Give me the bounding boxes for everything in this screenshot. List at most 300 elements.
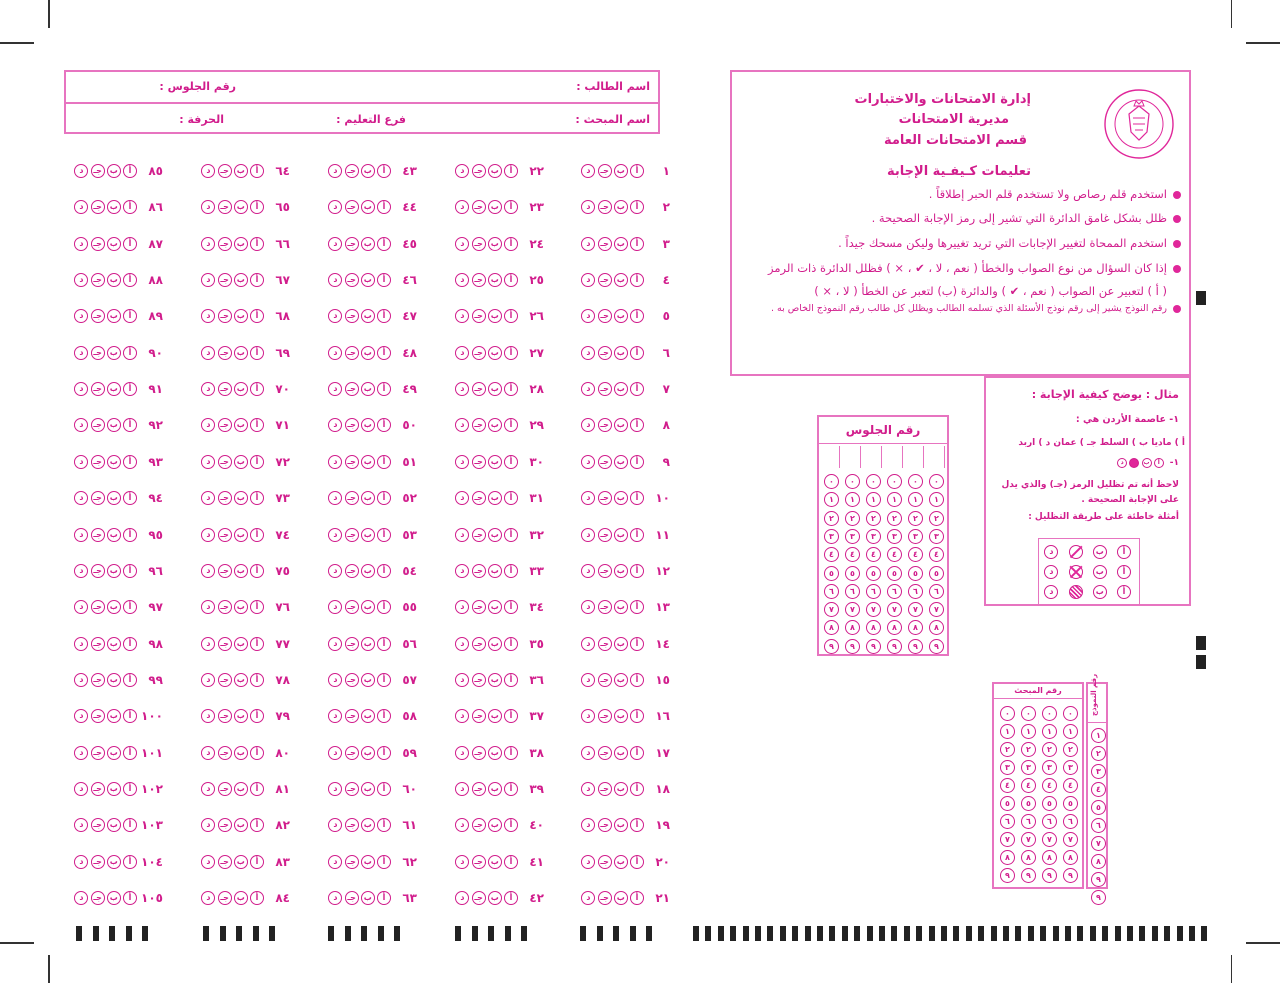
answer-bubble-d[interactable]: د (201, 164, 215, 178)
subject-digit-bubble[interactable]: ٦ (1063, 814, 1078, 829)
answer-bubble-d[interactable]: د (581, 237, 595, 251)
answer-bubble-c[interactable]: جـ (91, 164, 105, 178)
answer-bubble-c[interactable]: جـ (91, 346, 105, 360)
answer-bubble-c[interactable]: جـ (598, 200, 612, 214)
answer-bubble-b[interactable]: ب (614, 382, 628, 396)
model-digit-bubble[interactable]: ١ (1091, 728, 1106, 743)
answer-bubble-d[interactable]: د (455, 418, 469, 432)
model-digit-bubble[interactable]: ٤ (1091, 782, 1106, 797)
answer-bubble-b[interactable]: ب (234, 346, 248, 360)
answer-bubble-a[interactable]: أ (630, 564, 644, 578)
answer-bubble-a[interactable]: أ (504, 782, 518, 796)
seat-digit-bubble[interactable]: ٧ (929, 602, 944, 617)
subject-digit-bubble[interactable]: ٣ (1042, 760, 1057, 775)
seat-digit-bubble[interactable]: ٧ (908, 602, 923, 617)
subject-digit-bubble[interactable]: ٨ (1021, 850, 1036, 865)
answer-bubble-b[interactable]: ب (488, 746, 502, 760)
model-digit-bubble[interactable]: ٥ (1091, 800, 1106, 815)
answer-bubble-a[interactable]: أ (630, 491, 644, 505)
answer-bubble-d[interactable]: د (74, 782, 88, 796)
seat-digit-bubble[interactable]: ١ (824, 492, 839, 507)
answer-bubble-d[interactable]: د (581, 637, 595, 651)
answer-bubble-a[interactable]: أ (377, 200, 391, 214)
subject-digit-bubble[interactable]: ٣ (1063, 760, 1078, 775)
seat-digit-bubble[interactable]: ٣ (824, 529, 839, 544)
answer-bubble-b[interactable]: ب (234, 528, 248, 542)
subject-digit-bubble[interactable]: ٥ (1000, 796, 1015, 811)
answer-bubble-a[interactable]: أ (504, 673, 518, 687)
answer-bubble-d[interactable]: د (74, 637, 88, 651)
answer-bubble-b[interactable]: ب (614, 418, 628, 432)
answer-bubble-c[interactable]: جـ (345, 600, 359, 614)
answer-bubble-d[interactable]: د (455, 237, 469, 251)
answer-bubble-d[interactable]: د (455, 709, 469, 723)
answer-bubble-a[interactable]: أ (504, 237, 518, 251)
answer-bubble-a[interactable]: أ (123, 528, 137, 542)
answer-bubble-b[interactable]: ب (361, 782, 375, 796)
seat-digit-bubble[interactable]: ٣ (887, 529, 902, 544)
answer-bubble-a[interactable]: أ (630, 746, 644, 760)
answer-bubble-b[interactable]: ب (488, 855, 502, 869)
subject-digit-bubble[interactable]: ٤ (1000, 778, 1015, 793)
answer-bubble-a[interactable]: أ (250, 528, 264, 542)
answer-bubble-c[interactable]: جـ (598, 346, 612, 360)
subject-digit-bubble[interactable]: ٩ (1063, 868, 1078, 883)
answer-bubble-c[interactable]: جـ (91, 600, 105, 614)
answer-bubble-c[interactable]: جـ (598, 564, 612, 578)
answer-bubble-a[interactable]: أ (377, 600, 391, 614)
subject-digit-bubble[interactable]: ٣ (1000, 760, 1015, 775)
answer-bubble-a[interactable]: أ (250, 273, 264, 287)
answer-bubble-c[interactable]: جـ (472, 455, 486, 469)
answer-bubble-c[interactable]: جـ (91, 782, 105, 796)
answer-bubble-c[interactable]: جـ (345, 200, 359, 214)
model-digit-bubble[interactable]: ٣ (1091, 764, 1106, 779)
subject-digit-bubble[interactable]: ٩ (1042, 868, 1057, 883)
answer-bubble-d[interactable]: د (581, 673, 595, 687)
seat-digit-bubble[interactable]: ٩ (929, 639, 944, 654)
answer-bubble-b[interactable]: ب (488, 528, 502, 542)
answer-bubble-a[interactable]: أ (123, 491, 137, 505)
answer-bubble-a[interactable]: أ (250, 455, 264, 469)
answer-bubble-d[interactable]: د (581, 855, 595, 869)
answer-bubble-c[interactable]: جـ (472, 309, 486, 323)
answer-bubble-d[interactable]: د (201, 673, 215, 687)
answer-bubble-c[interactable]: جـ (472, 273, 486, 287)
answer-bubble-a[interactable]: أ (123, 418, 137, 432)
answer-bubble-c[interactable]: جـ (345, 309, 359, 323)
answer-bubble-d[interactable]: د (74, 382, 88, 396)
answer-bubble-d[interactable]: د (581, 455, 595, 469)
answer-bubble-b[interactable]: ب (614, 491, 628, 505)
answer-bubble-b[interactable]: ب (488, 200, 502, 214)
craft-label[interactable]: الحرفة : (179, 113, 224, 126)
seat-digit-bubble[interactable]: ٠ (887, 474, 902, 489)
answer-bubble-a[interactable]: أ (504, 855, 518, 869)
subject-digit-bubble[interactable]: ٥ (1042, 796, 1057, 811)
answer-bubble-b[interactable]: ب (107, 746, 121, 760)
answer-bubble-a[interactable]: أ (250, 418, 264, 432)
seat-digit-bubble[interactable]: ٣ (929, 529, 944, 544)
subject-digit-bubble[interactable]: ٤ (1042, 778, 1057, 793)
answer-bubble-d[interactable]: د (581, 891, 595, 905)
seat-digit-bubble[interactable]: ٩ (866, 639, 881, 654)
answer-bubble-b[interactable]: ب (234, 491, 248, 505)
seat-digit-bubble[interactable]: ١ (929, 492, 944, 507)
answer-bubble-c[interactable]: جـ (472, 164, 486, 178)
answer-bubble-d[interactable]: د (581, 528, 595, 542)
answer-bubble-a[interactable]: أ (630, 382, 644, 396)
answer-bubble-d[interactable]: د (201, 491, 215, 505)
answer-bubble-d[interactable]: د (455, 309, 469, 323)
answer-bubble-b[interactable]: ب (107, 891, 121, 905)
answer-bubble-a[interactable]: أ (504, 455, 518, 469)
answer-bubble-b[interactable]: ب (361, 673, 375, 687)
answer-bubble-d[interactable]: د (201, 528, 215, 542)
seat-digit-bubble[interactable]: ٢ (845, 511, 860, 526)
answer-bubble-a[interactable]: أ (377, 782, 391, 796)
answer-bubble-a[interactable]: أ (630, 273, 644, 287)
answer-bubble-a[interactable]: أ (123, 709, 137, 723)
answer-bubble-a[interactable]: أ (630, 164, 644, 178)
answer-bubble-d[interactable]: د (201, 818, 215, 832)
answer-bubble-d[interactable]: د (328, 637, 342, 651)
answer-bubble-a[interactable]: أ (123, 564, 137, 578)
answer-bubble-a[interactable]: أ (377, 855, 391, 869)
answer-bubble-a[interactable]: أ (630, 418, 644, 432)
answer-bubble-d[interactable]: د (581, 746, 595, 760)
answer-bubble-c[interactable]: جـ (345, 746, 359, 760)
answer-bubble-d[interactable]: د (455, 528, 469, 542)
seat-digit-bubble[interactable]: ٤ (929, 547, 944, 562)
answer-bubble-c[interactable]: جـ (598, 528, 612, 542)
answer-bubble-b[interactable]: ب (614, 200, 628, 214)
answer-bubble-b[interactable]: ب (234, 418, 248, 432)
answer-bubble-c[interactable]: جـ (218, 673, 232, 687)
answer-bubble-b[interactable]: ب (107, 600, 121, 614)
answer-bubble-b[interactable]: ب (361, 346, 375, 360)
answer-bubble-c[interactable]: جـ (91, 418, 105, 432)
answer-bubble-b[interactable]: ب (488, 237, 502, 251)
answer-bubble-d[interactable]: د (201, 637, 215, 651)
answer-bubble-b[interactable]: ب (107, 709, 121, 723)
answer-bubble-d[interactable]: د (328, 818, 342, 832)
answer-bubble-b[interactable]: ب (614, 346, 628, 360)
answer-bubble-b[interactable]: ب (614, 600, 628, 614)
answer-bubble-d[interactable]: د (74, 200, 88, 214)
seat-digit-bubble[interactable]: ٨ (824, 620, 839, 635)
answer-bubble-c[interactable]: جـ (218, 564, 232, 578)
answer-bubble-c[interactable]: جـ (472, 855, 486, 869)
answer-bubble-a[interactable]: أ (377, 273, 391, 287)
subject-digit-bubble[interactable]: ٣ (1021, 760, 1036, 775)
seat-digit-bubble[interactable]: ٨ (887, 620, 902, 635)
answer-bubble-d[interactable]: د (455, 164, 469, 178)
seat-digit-bubble[interactable]: ١ (908, 492, 923, 507)
answer-bubble-a[interactable]: أ (504, 746, 518, 760)
answer-bubble-d[interactable]: د (581, 709, 595, 723)
answer-bubble-b[interactable]: ب (107, 491, 121, 505)
answer-bubble-b[interactable]: ب (234, 237, 248, 251)
model-digit-bubble[interactable]: ٧ (1091, 836, 1106, 851)
answer-bubble-b[interactable]: ب (361, 891, 375, 905)
answer-bubble-b[interactable]: ب (614, 273, 628, 287)
answer-bubble-c[interactable]: جـ (91, 382, 105, 396)
answer-bubble-d[interactable]: د (74, 455, 88, 469)
answer-bubble-d[interactable]: د (74, 564, 88, 578)
answer-bubble-d[interactable]: د (201, 600, 215, 614)
answer-bubble-b[interactable]: ب (361, 637, 375, 651)
answer-bubble-c[interactable]: جـ (218, 382, 232, 396)
answer-bubble-a[interactable]: أ (504, 564, 518, 578)
answer-bubble-d[interactable]: د (201, 455, 215, 469)
answer-bubble-c[interactable]: جـ (345, 528, 359, 542)
answer-bubble-c[interactable]: جـ (598, 237, 612, 251)
answer-bubble-b[interactable]: ب (234, 818, 248, 832)
answer-bubble-b[interactable]: ب (107, 237, 121, 251)
subject-digit-bubble[interactable]: ٢ (1063, 742, 1078, 757)
answer-bubble-c[interactable]: جـ (218, 528, 232, 542)
seat-digit-bubble[interactable]: ٦ (887, 584, 902, 599)
answer-bubble-a[interactable]: أ (123, 382, 137, 396)
answer-bubble-c[interactable]: جـ (472, 491, 486, 505)
answer-bubble-a[interactable]: أ (377, 637, 391, 651)
answer-bubble-c[interactable]: جـ (598, 855, 612, 869)
seat-digit-bubble[interactable]: ٣ (866, 529, 881, 544)
seat-digit-bubble[interactable]: ٧ (824, 602, 839, 617)
answer-bubble-b[interactable]: ب (234, 746, 248, 760)
answer-bubble-c[interactable]: جـ (345, 782, 359, 796)
subject-digit-bubble[interactable]: ٧ (1063, 832, 1078, 847)
answer-bubble-d[interactable]: د (74, 346, 88, 360)
answer-bubble-d[interactable]: د (455, 891, 469, 905)
seat-digit-bubble[interactable]: ٦ (845, 584, 860, 599)
answer-bubble-c[interactable]: جـ (598, 891, 612, 905)
answer-bubble-b[interactable]: ب (234, 200, 248, 214)
seat-digit-bubble[interactable]: ٧ (887, 602, 902, 617)
seat-digit-bubble[interactable]: ٥ (908, 566, 923, 581)
answer-bubble-c[interactable]: جـ (345, 709, 359, 723)
answer-bubble-b[interactable]: ب (107, 455, 121, 469)
answer-bubble-b[interactable]: ب (614, 309, 628, 323)
answer-bubble-d[interactable]: د (74, 746, 88, 760)
seat-digit-bubble[interactable]: ٨ (908, 620, 923, 635)
answer-bubble-a[interactable]: أ (630, 346, 644, 360)
seat-digit-bubble[interactable]: ٢ (887, 511, 902, 526)
answer-bubble-d[interactable]: د (74, 818, 88, 832)
answer-bubble-c[interactable]: جـ (472, 818, 486, 832)
answer-bubble-c[interactable]: جـ (472, 746, 486, 760)
subject-digit-bubble[interactable]: ٤ (1063, 778, 1078, 793)
answer-bubble-a[interactable]: أ (250, 855, 264, 869)
answer-bubble-b[interactable]: ب (234, 382, 248, 396)
answer-bubble-b[interactable]: ب (107, 200, 121, 214)
answer-bubble-c[interactable]: جـ (91, 200, 105, 214)
answer-bubble-a[interactable]: أ (377, 346, 391, 360)
answer-bubble-c[interactable]: جـ (218, 200, 232, 214)
seat-digit-bubble[interactable]: ٢ (824, 511, 839, 526)
answer-bubble-c[interactable]: جـ (345, 237, 359, 251)
answer-bubble-b[interactable]: ب (107, 164, 121, 178)
answer-bubble-b[interactable]: ب (488, 818, 502, 832)
answer-bubble-d[interactable]: د (581, 564, 595, 578)
answer-bubble-a[interactable]: أ (250, 673, 264, 687)
answer-bubble-d[interactable]: د (328, 782, 342, 796)
seat-digit-bubble[interactable]: ٨ (866, 620, 881, 635)
answer-bubble-d[interactable]: د (455, 673, 469, 687)
answer-bubble-a[interactable]: أ (630, 455, 644, 469)
subject-digit-bubble[interactable]: ٢ (1000, 742, 1015, 757)
answer-bubble-b[interactable]: ب (107, 273, 121, 287)
answer-bubble-a[interactable]: أ (123, 237, 137, 251)
answer-bubble-b[interactable]: ب (488, 673, 502, 687)
seat-digit-bubble[interactable]: ٩ (908, 639, 923, 654)
answer-bubble-b[interactable]: ب (361, 491, 375, 505)
answer-bubble-b[interactable]: ب (234, 673, 248, 687)
subject-digit-bubble[interactable]: ٦ (1000, 814, 1015, 829)
answer-bubble-c[interactable]: جـ (91, 818, 105, 832)
subject-digit-bubble[interactable]: ٠ (1063, 706, 1078, 721)
answer-bubble-b[interactable]: ب (488, 455, 502, 469)
answer-bubble-a[interactable]: أ (630, 818, 644, 832)
answer-bubble-d[interactable]: د (201, 273, 215, 287)
subject-digit-bubble[interactable]: ١ (1021, 724, 1036, 739)
seat-digit-bubble[interactable]: ٥ (845, 566, 860, 581)
answer-bubble-a[interactable]: أ (504, 637, 518, 651)
answer-bubble-b[interactable]: ب (107, 418, 121, 432)
answer-bubble-d[interactable]: د (581, 200, 595, 214)
answer-bubble-b[interactable]: ب (488, 164, 502, 178)
answer-bubble-a[interactable]: أ (123, 855, 137, 869)
answer-bubble-b[interactable]: ب (361, 709, 375, 723)
answer-bubble-c[interactable]: جـ (598, 491, 612, 505)
answer-bubble-c[interactable]: جـ (218, 855, 232, 869)
answer-bubble-b[interactable]: ب (107, 855, 121, 869)
answer-bubble-b[interactable]: ب (107, 637, 121, 651)
answer-bubble-a[interactable]: أ (630, 782, 644, 796)
answer-bubble-d[interactable]: د (328, 200, 342, 214)
answer-bubble-b[interactable]: ب (614, 455, 628, 469)
answer-bubble-a[interactable]: أ (250, 164, 264, 178)
answer-bubble-b[interactable]: ب (361, 564, 375, 578)
answer-bubble-d[interactable]: د (74, 891, 88, 905)
answer-bubble-a[interactable]: أ (504, 818, 518, 832)
answer-bubble-d[interactable]: د (581, 382, 595, 396)
answer-bubble-d[interactable]: د (455, 455, 469, 469)
answer-bubble-b[interactable]: ب (488, 709, 502, 723)
answer-bubble-a[interactable]: أ (504, 200, 518, 214)
answer-bubble-b[interactable]: ب (361, 237, 375, 251)
answer-bubble-c[interactable]: جـ (91, 491, 105, 505)
answer-bubble-a[interactable]: أ (504, 346, 518, 360)
answer-bubble-c[interactable]: جـ (345, 418, 359, 432)
answer-bubble-d[interactable]: د (201, 237, 215, 251)
answer-bubble-b[interactable]: ب (614, 818, 628, 832)
answer-bubble-b[interactable]: ب (614, 637, 628, 651)
model-digit-bubble[interactable]: ٢ (1091, 746, 1106, 761)
answer-bubble-c[interactable]: جـ (472, 782, 486, 796)
answer-bubble-a[interactable]: أ (123, 273, 137, 287)
seat-digit-box[interactable] (863, 446, 882, 468)
answer-bubble-a[interactable]: أ (377, 528, 391, 542)
answer-bubble-a[interactable]: أ (123, 782, 137, 796)
answer-bubble-b[interactable]: ب (361, 818, 375, 832)
subject-digit-bubble[interactable]: ٢ (1021, 742, 1036, 757)
answer-bubble-a[interactable]: أ (123, 600, 137, 614)
answer-bubble-c[interactable]: جـ (218, 455, 232, 469)
answer-bubble-d[interactable]: د (328, 491, 342, 505)
answer-bubble-d[interactable]: د (581, 818, 595, 832)
subject-digit-bubble[interactable]: ٩ (1021, 868, 1036, 883)
answer-bubble-a[interactable]: أ (377, 455, 391, 469)
answer-bubble-d[interactable]: د (74, 418, 88, 432)
answer-bubble-d[interactable]: د (581, 309, 595, 323)
answer-bubble-b[interactable]: ب (614, 673, 628, 687)
seat-digit-bubble[interactable]: ٠ (824, 474, 839, 489)
answer-bubble-c[interactable]: جـ (345, 891, 359, 905)
answer-bubble-a[interactable]: أ (504, 600, 518, 614)
subject-digit-bubble[interactable]: ٠ (1000, 706, 1015, 721)
seat-digit-bubble[interactable]: ١ (866, 492, 881, 507)
answer-bubble-d[interactable]: د (455, 637, 469, 651)
answer-bubble-c[interactable]: جـ (472, 346, 486, 360)
answer-bubble-d[interactable]: د (455, 200, 469, 214)
answer-bubble-c[interactable]: جـ (91, 564, 105, 578)
answer-bubble-b[interactable]: ب (614, 709, 628, 723)
answer-bubble-d[interactable]: د (455, 818, 469, 832)
answer-bubble-c[interactable]: جـ (345, 382, 359, 396)
answer-bubble-b[interactable]: ب (488, 600, 502, 614)
answer-bubble-a[interactable]: أ (630, 528, 644, 542)
model-digit-bubble[interactable]: ٩ (1091, 872, 1106, 887)
answer-bubble-a[interactable]: أ (377, 491, 391, 505)
answer-bubble-b[interactable]: ب (488, 564, 502, 578)
seat-digit-bubble[interactable]: ٢ (929, 511, 944, 526)
seat-digit-bubble[interactable]: ٣ (845, 529, 860, 544)
model-digit-bubble[interactable]: ٦ (1091, 818, 1106, 833)
seat-digit-bubble[interactable]: ١ (887, 492, 902, 507)
seat-digit-bubble[interactable]: ٤ (824, 547, 839, 562)
seat-digit-bubble[interactable]: ٨ (845, 620, 860, 635)
answer-bubble-b[interactable]: ب (361, 418, 375, 432)
answer-bubble-a[interactable]: أ (377, 891, 391, 905)
answer-bubble-c[interactable]: جـ (598, 273, 612, 287)
answer-bubble-c[interactable]: جـ (218, 346, 232, 360)
answer-bubble-d[interactable]: د (201, 746, 215, 760)
answer-bubble-a[interactable]: أ (250, 382, 264, 396)
answer-bubble-d[interactable]: د (328, 273, 342, 287)
seat-digit-bubble[interactable]: ٥ (866, 566, 881, 581)
answer-bubble-a[interactable]: أ (123, 673, 137, 687)
answer-bubble-b[interactable]: ب (107, 382, 121, 396)
seat-number-label[interactable]: رقم الجلوس : (159, 80, 236, 93)
answer-bubble-a[interactable]: أ (250, 237, 264, 251)
answer-bubble-a[interactable]: أ (123, 455, 137, 469)
answer-bubble-c[interactable]: جـ (472, 237, 486, 251)
answer-bubble-b[interactable]: ب (107, 528, 121, 542)
answer-bubble-c[interactable]: جـ (91, 855, 105, 869)
answer-bubble-b[interactable]: ب (234, 273, 248, 287)
answer-bubble-d[interactable]: د (74, 600, 88, 614)
answer-bubble-b[interactable]: ب (614, 855, 628, 869)
seat-digit-bubble[interactable]: ٦ (929, 584, 944, 599)
answer-bubble-a[interactable]: أ (377, 709, 391, 723)
answer-bubble-d[interactable]: د (581, 491, 595, 505)
answer-bubble-c[interactable]: جـ (598, 164, 612, 178)
answer-bubble-b[interactable]: ب (107, 564, 121, 578)
answer-bubble-d[interactable]: د (328, 309, 342, 323)
answer-bubble-a[interactable]: أ (377, 382, 391, 396)
